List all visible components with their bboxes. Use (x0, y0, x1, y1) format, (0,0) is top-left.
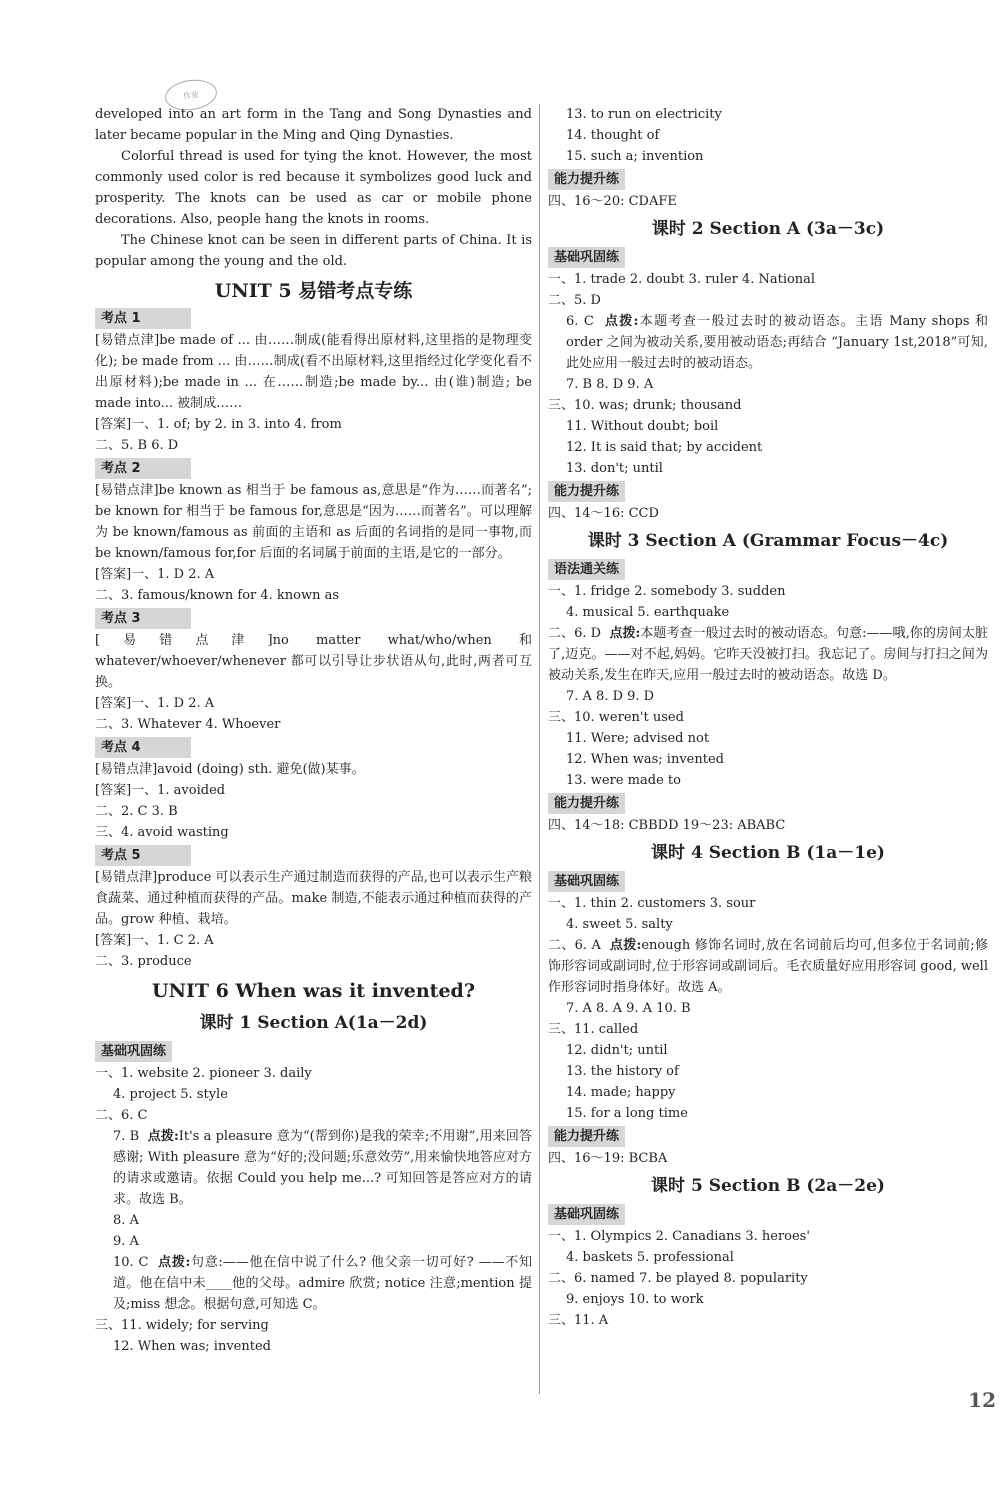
answer-line: 4. musical 5. earthquake (566, 605, 730, 620)
lesson4-title: 课时 4 Section B (1a－1e) (651, 843, 885, 863)
answer-line: 15. for a long time (566, 1106, 688, 1121)
advance-practice-label: 能力提升练 (548, 481, 625, 502)
answer-line: 8. A (113, 1213, 139, 1228)
answer-line: 四、14～18: CBBDD 19～23: ABABC (548, 818, 786, 833)
answer-item: 6. C (566, 314, 594, 329)
tip-text: [易错点津]no matter what/who/when 和 whatever/whoever/whenever 都可以引导让步状语从句,此时,两者可互换。 (95, 633, 532, 690)
answer-line: 三、10. weren't used (548, 710, 684, 725)
unit6-title: UNIT 6 When was it invented? (152, 980, 475, 1002)
lesson5-title: 课时 5 Section B (2a－2e) (651, 1176, 885, 1196)
answer-line: [答案]一、1. D 2. A (95, 696, 215, 711)
unit5-title: UNIT 5 易错考点专练 (214, 280, 413, 302)
answer-item: 二、6. A (548, 938, 601, 953)
column-divider (539, 104, 540, 1394)
grammar-practice-label: 语法通关练 (548, 559, 625, 580)
answer-line: 一、1. thin 2. customers 3. sour (548, 896, 756, 911)
lesson1-title: 课时 1 Section A(1a－2d) (199, 1013, 428, 1033)
answer-with-tip (548, 623, 988, 686)
answer-line: 13. the history of (566, 1064, 679, 1079)
answer-item: 二、6. D (548, 626, 602, 641)
answer-item: 10. C (113, 1255, 149, 1270)
lesson3-title: 课时 3 Section A (Grammar Focus－4c) (587, 531, 949, 551)
answer-line: 一、1. Olympics 2. Canadians 3. heroes' (548, 1229, 810, 1244)
answer-line: [答案]一、1. D 2. A (95, 567, 215, 582)
right-column (548, 104, 988, 1331)
tip-label: 点拨: (609, 626, 641, 641)
tip-text: It's a pleasure 意为“(帮到你)是我的荣幸;不用谢”,用来回答感谢; With pleasure 意为“好的;没问题;乐意效劳”,用来愉快地答应对方的请求或邀请。依据 Could you help me...? 可知回答是答应对方的请求。故选 B。 (113, 1129, 532, 1207)
answer-line: 4. project 5. style (113, 1087, 228, 1102)
left-column (95, 104, 532, 1357)
answer-line: 二、5. D (548, 293, 601, 308)
answer-with-tip (95, 1252, 532, 1315)
answer-line: 4. baskets 5. professional (566, 1250, 734, 1265)
intro-paragraph: The Chinese knot can be seen in different parts of China. It is popular among the young and the old. (95, 233, 532, 269)
kaodian-4-label: 考点 4 (95, 737, 191, 758)
answer-line: 三、4. avoid wasting (95, 825, 229, 840)
answer-line: 11. Without doubt; boil (566, 419, 719, 434)
basic-practice-label: 基础巩固练 (548, 871, 625, 892)
kaodian-5-label: 考点 5 (95, 845, 191, 866)
intro-paragraph: Colorful thread is used for tying the knot. However, the most commonly used color is red because it symbolizes good luck and prosperity. The knots can be used as car or mobile phone decorations. Also, people hang the knots in rooms. (95, 149, 532, 227)
answer-line: 14. thought of (566, 128, 660, 143)
answer-line: 15. such a; invention (566, 149, 704, 164)
tip-label: 点拨: (147, 1129, 179, 1144)
answer-line: 12. When was; invented (566, 752, 724, 767)
tip-text: [易错点津]avoid (doing) sth. 避免(做)某事。 (95, 762, 365, 777)
answer-line: 14. made; happy (566, 1085, 676, 1100)
answer-line: 一、1. fridge 2. somebody 3. sudden (548, 584, 786, 599)
answer-line: 二、6. named 7. be played 8. popularity (548, 1271, 808, 1286)
answer-line: 7. A 8. D 9. D (566, 689, 655, 704)
kaodian-1-label: 考点 1 (95, 308, 191, 329)
answer-line: 二、2. C 3. B (95, 804, 178, 819)
answer-line: 13. don't; until (566, 461, 663, 476)
answer-item: 7. B (113, 1129, 140, 1144)
advance-practice-label: 能力提升练 (548, 793, 625, 814)
answer-line: [答案]一、1. C 2. A (95, 933, 214, 948)
tip-text: [易错点津]be known as 相当于 be famous as,意思是“作为……而著名”; be known for 相当于 be famous for,意思是“因为……而著名”。可以理解为 be known/famous as 前面的主语和 as 后面的名词指的是同一事物,而 be known/famous for,for 后面的名词属于前面的主语,是它的一部分。 (95, 483, 532, 561)
basic-practice-label: 基础巩固练 (548, 247, 625, 268)
answer-line: 三、11. A (548, 1313, 609, 1328)
answer-line: 9. enjoys 10. to work (566, 1292, 704, 1307)
answer-line: 三、11. called (548, 1022, 639, 1037)
tip-label: 点拨: (609, 938, 642, 953)
answer-line: 三、11. widely; for serving (95, 1318, 269, 1333)
answer-line: 一、1. website 2. pioneer 3. daily (95, 1066, 312, 1081)
tip-label: 点拨: (158, 1255, 191, 1270)
answer-line: 二、3. Whatever 4. Whoever (95, 717, 281, 732)
tip-text: 句意:——他在信中说了什么? 他父亲一切可好? ——不知道。他在信中未____他的父母。admire 欣赏; notice 注意;mention 提及;miss 想念。根据句意,可知选 C。 (113, 1255, 532, 1312)
answer-line: 四、16～20: CDAFE (548, 194, 677, 209)
answer-line: 7. B 8. D 9. A (566, 377, 654, 392)
answer-line: 9. A (113, 1234, 139, 1249)
answer-with-tip (548, 935, 988, 998)
answer-line: 12. When was; invented (113, 1339, 271, 1354)
answer-line: 二、3. famous/known for 4. known as (95, 588, 340, 603)
answer-line: 12. It is said that; by accident (566, 440, 763, 455)
answer-line: 12. didn't; until (566, 1043, 668, 1058)
basic-practice-label: 基础巩固练 (95, 1041, 172, 1062)
answer-with-tip (548, 311, 988, 374)
answer-line: 13. were made to (566, 773, 681, 788)
answer-line: 4. sweet 5. salty (566, 917, 673, 932)
answer-line: [答案]一、1. avoided (95, 783, 226, 798)
answer-line: 二、5. B 6. D (95, 438, 179, 453)
tip-text: 本题考查一般过去时的被动语态。句意:——哦,你的房间太脏了,迈克。——对不起,妈妈。它昨天没被打扫。我忘记了。房间与打扫之间为被动关系,发生在昨天,应用一般过去时的被动语态。故选 D。 (548, 626, 988, 683)
answer-with-tip (95, 1126, 532, 1210)
answer-line: 11. Were; advised not (566, 731, 710, 746)
tip-text: [易错点津]produce 可以表示生产通过制造而获得的产品,也可以表示生产粮食蔬菜、通过种植而获得的产品。make 制造,不能表示通过种植而获得的产品。grow 种植、栽培。 (95, 870, 532, 927)
answer-line: 7. A 8. A 9. A 10. B (566, 1001, 691, 1016)
advance-practice-label: 能力提升练 (548, 169, 625, 190)
answer-line: 三、10. was; drunk; thousand (548, 398, 742, 413)
answer-line: 四、16～19: BCBA (548, 1151, 668, 1166)
answer-line: 13. to run on electricity (566, 107, 722, 122)
answer-line: [答案]一、1. of; by 2. in 3. into 4. from (95, 417, 342, 432)
kaodian-3-label: 考点 3 (95, 608, 191, 629)
intro-paragraph: developed into an art form in the Tang and Song Dynasties and later became popular in the Ming and Qing Dynasties. (95, 107, 532, 143)
basic-practice-label: 基础巩固练 (548, 1204, 625, 1225)
advance-practice-label: 能力提升练 (548, 1126, 625, 1147)
seal-stamp: 作业 (163, 77, 219, 114)
tip-text: [易错点津]be made of ... 由……制成(能看得出原材料,这里指的是物理变化); be made from ... 由……制成(看不出原材料,这里指经过化学变化看不出原材料);be made in ... 在……制造;be made by... 由(谁)制造; be made into... 被制成…… (95, 333, 532, 411)
kaodian-2-label: 考点 2 (95, 458, 191, 479)
lesson2-title: 课时 2 Section A (3a－3c) (651, 219, 885, 239)
tip-text: 本题考查一般过去时的被动语态。主语 Many shops 和 order 之间为被动关系,要用被动语态;再结合 “January 1st,2018”可知,此处应用一般过去时的被动语态。 (566, 314, 988, 371)
answer-line: 二、3. produce (95, 954, 192, 969)
answer-line: 二、6. C (95, 1108, 148, 1123)
tip-label: 点拨: (604, 314, 639, 329)
tip-text: enough 修饰名词时,放在名词前后均可,但多位于名词前;修饰形容词或副词时,位于形容词或副词后。毛衣质量好应用形容词 good, well 作形容词时指身体好。故选 A。 (548, 938, 988, 995)
answer-line: 一、1. trade 2. doubt 3. ruler 4. National (548, 272, 816, 287)
page-number: 12 (968, 1388, 996, 1412)
answer-line: 四、14～16: CCD (548, 506, 659, 521)
